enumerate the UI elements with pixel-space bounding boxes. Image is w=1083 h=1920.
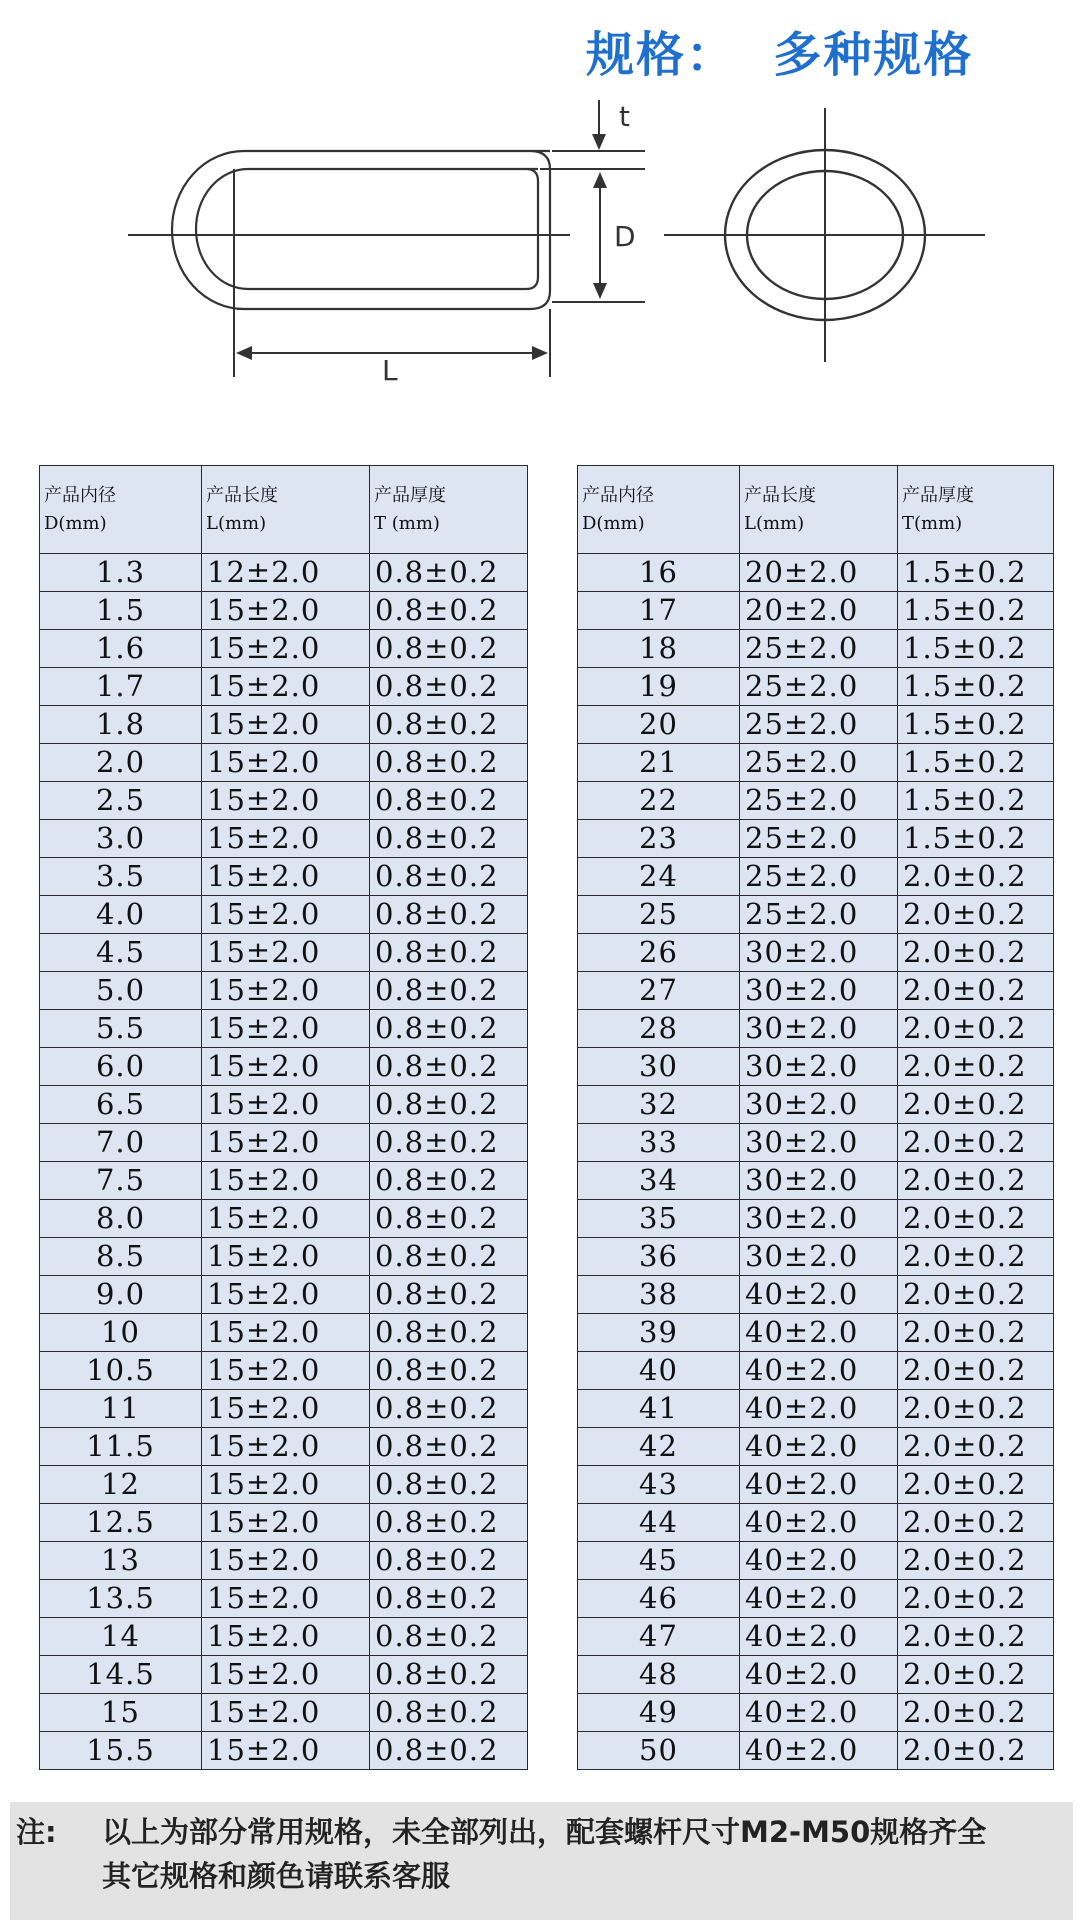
- table-row: [40, 1732, 528, 1770]
- cell-length: 15±2.0: [202, 1048, 370, 1086]
- cell-thickness: 2.0±0.2: [898, 1656, 1054, 1694]
- cell-length: 15±2.0: [202, 1238, 370, 1276]
- cell-length: 30±2.0: [740, 1200, 898, 1238]
- cell-inner-diameter: 1.7: [40, 668, 202, 706]
- spec-table-right: [577, 465, 1054, 1770]
- cell-inner-diameter: 6.5: [40, 1086, 202, 1124]
- cell-inner-diameter: 1.8: [40, 706, 202, 744]
- table-row: [578, 1124, 1054, 1162]
- cell-length: 40±2.0: [740, 1390, 898, 1428]
- table-row: [578, 858, 1054, 896]
- cell-inner-diameter: 38: [578, 1276, 740, 1314]
- table-header-row: [40, 466, 528, 554]
- cell-length: 15±2.0: [202, 668, 370, 706]
- header-length: 产品长度 L(mm): [740, 466, 898, 554]
- cell-length: 15±2.0: [202, 1162, 370, 1200]
- cell-inner-diameter: 16: [578, 554, 740, 592]
- cell-length: 15±2.0: [202, 1732, 370, 1770]
- cell-length: 15±2.0: [202, 1580, 370, 1618]
- cell-inner-diameter: 8.5: [40, 1238, 202, 1276]
- cell-length: 15±2.0: [202, 820, 370, 858]
- cell-inner-diameter: 25: [578, 896, 740, 934]
- cell-thickness: 0.8±0.2: [370, 972, 528, 1010]
- cell-inner-diameter: 30: [578, 1048, 740, 1086]
- cell-thickness: 2.0±0.2: [898, 1390, 1054, 1428]
- table-row: [40, 668, 528, 706]
- table-row: [40, 744, 528, 782]
- cell-length: 15±2.0: [202, 630, 370, 668]
- cell-thickness: 0.8±0.2: [370, 1656, 528, 1694]
- cell-inner-diameter: 35: [578, 1200, 740, 1238]
- cell-length: 15±2.0: [202, 1390, 370, 1428]
- table-row: [40, 1086, 528, 1124]
- cell-thickness: 0.8±0.2: [370, 1428, 528, 1466]
- table-row: [40, 554, 528, 592]
- cell-thickness: 1.5±0.2: [898, 744, 1054, 782]
- cell-length: 30±2.0: [740, 1010, 898, 1048]
- cell-inner-diameter: 45: [578, 1542, 740, 1580]
- cell-thickness: 2.0±0.2: [898, 972, 1054, 1010]
- cell-thickness: 2.0±0.2: [898, 1466, 1054, 1504]
- cell-inner-diameter: 44: [578, 1504, 740, 1542]
- cell-inner-diameter: 13.5: [40, 1580, 202, 1618]
- table-row: [578, 1010, 1054, 1048]
- cell-thickness: 0.8±0.2: [370, 668, 528, 706]
- header-thickness: 产品厚度 T (mm): [370, 466, 528, 554]
- cell-thickness: 0.8±0.2: [370, 630, 528, 668]
- cell-length: 40±2.0: [740, 1352, 898, 1390]
- cell-inner-diameter: 5.5: [40, 1010, 202, 1048]
- label-t: t: [619, 100, 630, 133]
- cell-thickness: 1.5±0.2: [898, 592, 1054, 630]
- cell-thickness: 0.8±0.2: [370, 1238, 528, 1276]
- cell-thickness: 0.8±0.2: [370, 1124, 528, 1162]
- cell-thickness: 0.8±0.2: [370, 1580, 528, 1618]
- table-row: [40, 1466, 528, 1504]
- table-row: [578, 1086, 1054, 1124]
- cell-inner-diameter: 43: [578, 1466, 740, 1504]
- cell-length: 15±2.0: [202, 1124, 370, 1162]
- table-row: [40, 896, 528, 934]
- dimension-diagram: [0, 80, 1083, 410]
- cell-length: 15±2.0: [202, 1352, 370, 1390]
- cell-length: 25±2.0: [740, 896, 898, 934]
- cell-inner-diameter: 4.0: [40, 896, 202, 934]
- header-inner-diameter: 产品内径 D(mm): [578, 466, 740, 554]
- cell-inner-diameter: 7.0: [40, 1124, 202, 1162]
- cell-length: 15±2.0: [202, 858, 370, 896]
- cell-thickness: 0.8±0.2: [370, 592, 528, 630]
- cell-thickness: 0.8±0.2: [370, 896, 528, 934]
- cell-inner-diameter: 6.0: [40, 1048, 202, 1086]
- table-row: [40, 782, 528, 820]
- cell-inner-diameter: 40: [578, 1352, 740, 1390]
- table-row: [578, 1542, 1054, 1580]
- cell-inner-diameter: 47: [578, 1618, 740, 1656]
- cell-thickness: 2.0±0.2: [898, 1238, 1054, 1276]
- cell-inner-diameter: 9.0: [40, 1276, 202, 1314]
- table-row: [40, 1580, 528, 1618]
- cell-thickness: 0.8±0.2: [370, 1086, 528, 1124]
- cell-thickness: 1.5±0.2: [898, 554, 1054, 592]
- cell-inner-diameter: 11: [40, 1390, 202, 1428]
- table-row: [40, 1352, 528, 1390]
- cell-inner-diameter: 3.0: [40, 820, 202, 858]
- cell-thickness: 1.5±0.2: [898, 706, 1054, 744]
- note-line-1: 以上为部分常用规格，未全部列出，配套螺杆尺寸M2-M50规格齐全: [102, 1815, 987, 1849]
- cell-inner-diameter: 48: [578, 1656, 740, 1694]
- cell-length: 15±2.0: [202, 706, 370, 744]
- cell-length: 25±2.0: [740, 630, 898, 668]
- cell-thickness: 0.8±0.2: [370, 1618, 528, 1656]
- cell-thickness: 2.0±0.2: [898, 1352, 1054, 1390]
- table-row: [40, 1010, 528, 1048]
- footnote: [10, 1802, 1073, 1920]
- cell-length: 15±2.0: [202, 1618, 370, 1656]
- cell-length: 30±2.0: [740, 1238, 898, 1276]
- cell-length: 40±2.0: [740, 1694, 898, 1732]
- cell-length: 40±2.0: [740, 1504, 898, 1542]
- table-row: [40, 972, 528, 1010]
- cap-inner-outline: [196, 169, 538, 289]
- cell-thickness: 2.0±0.2: [898, 1276, 1054, 1314]
- cell-thickness: 2.0±0.2: [898, 1086, 1054, 1124]
- cell-thickness: 1.5±0.2: [898, 782, 1054, 820]
- cell-inner-diameter: 24: [578, 858, 740, 896]
- cell-length: 15±2.0: [202, 1200, 370, 1238]
- cell-length: 40±2.0: [740, 1428, 898, 1466]
- cell-length: 40±2.0: [740, 1276, 898, 1314]
- cell-thickness: 2.0±0.2: [898, 1428, 1054, 1466]
- cell-inner-diameter: 19: [578, 668, 740, 706]
- cell-inner-diameter: 14.5: [40, 1656, 202, 1694]
- cell-inner-diameter: 36: [578, 1238, 740, 1276]
- cell-inner-diameter: 18: [578, 630, 740, 668]
- table-row: [578, 1048, 1054, 1086]
- table-row: [578, 1618, 1054, 1656]
- cell-inner-diameter: 2.5: [40, 782, 202, 820]
- cell-length: 15±2.0: [202, 592, 370, 630]
- cell-length: 12±2.0: [202, 554, 370, 592]
- cell-inner-diameter: 10: [40, 1314, 202, 1352]
- cell-inner-diameter: 15: [40, 1694, 202, 1732]
- table-row: [578, 820, 1054, 858]
- cell-thickness: 0.8±0.2: [370, 1010, 528, 1048]
- cell-inner-diameter: 27: [578, 972, 740, 1010]
- table-row: [40, 1542, 528, 1580]
- cell-length: 30±2.0: [740, 972, 898, 1010]
- cell-length: 30±2.0: [740, 1162, 898, 1200]
- cell-thickness: 0.8±0.2: [370, 934, 528, 972]
- cell-inner-diameter: 8.0: [40, 1200, 202, 1238]
- cell-thickness: 1.5±0.2: [898, 820, 1054, 858]
- cell-thickness: 2.0±0.2: [898, 1162, 1054, 1200]
- cell-inner-diameter: 42: [578, 1428, 740, 1466]
- table-row: [578, 1352, 1054, 1390]
- cell-inner-diameter: 13: [40, 1542, 202, 1580]
- table-row: [40, 630, 528, 668]
- table-row: [40, 1162, 528, 1200]
- cell-thickness: 2.0±0.2: [898, 1010, 1054, 1048]
- cell-inner-diameter: 15.5: [40, 1732, 202, 1770]
- cell-inner-diameter: 34: [578, 1162, 740, 1200]
- cell-length: 30±2.0: [740, 1124, 898, 1162]
- cell-thickness: 0.8±0.2: [370, 1048, 528, 1086]
- cell-inner-diameter: 20: [578, 706, 740, 744]
- cell-thickness: 2.0±0.2: [898, 934, 1054, 972]
- cell-length: 25±2.0: [740, 858, 898, 896]
- table-row: [40, 1656, 528, 1694]
- cell-thickness: 2.0±0.2: [898, 1124, 1054, 1162]
- cell-inner-diameter: 17: [578, 592, 740, 630]
- cell-inner-diameter: 21: [578, 744, 740, 782]
- cell-length: 25±2.0: [740, 744, 898, 782]
- table-row: [578, 1580, 1054, 1618]
- cell-thickness: 2.0±0.2: [898, 1542, 1054, 1580]
- cell-inner-diameter: 39: [578, 1314, 740, 1352]
- cell-thickness: 2.0±0.2: [898, 1694, 1054, 1732]
- cell-length: 15±2.0: [202, 1694, 370, 1732]
- cell-inner-diameter: 11.5: [40, 1428, 202, 1466]
- table-row: [40, 1314, 528, 1352]
- cell-thickness: 0.8±0.2: [370, 1200, 528, 1238]
- table-row: [40, 1238, 528, 1276]
- cell-length: 20±2.0: [740, 592, 898, 630]
- cell-length: 25±2.0: [740, 782, 898, 820]
- cell-inner-diameter: 5.0: [40, 972, 202, 1010]
- page-title: 规格： 多种规格: [586, 27, 974, 83]
- table-row: [40, 1124, 528, 1162]
- cell-thickness: 1.5±0.2: [898, 630, 1054, 668]
- cell-inner-diameter: 41: [578, 1390, 740, 1428]
- table-row: [578, 782, 1054, 820]
- cell-length: 15±2.0: [202, 1010, 370, 1048]
- cell-inner-diameter: 10.5: [40, 1352, 202, 1390]
- cell-thickness: 2.0±0.2: [898, 1732, 1054, 1770]
- table-row: [578, 630, 1054, 668]
- spec-table-left: [39, 465, 528, 1770]
- table-row: [40, 1390, 528, 1428]
- table-row: [40, 592, 528, 630]
- table-row: [578, 1162, 1054, 1200]
- cell-thickness: 0.8±0.2: [370, 1352, 528, 1390]
- cell-length: 40±2.0: [740, 1542, 898, 1580]
- table-row: [40, 1694, 528, 1732]
- note-label: 注:: [16, 1815, 57, 1849]
- table-row: [578, 1276, 1054, 1314]
- table-row: [40, 1200, 528, 1238]
- cell-length: 15±2.0: [202, 744, 370, 782]
- cell-inner-diameter: 2.0: [40, 744, 202, 782]
- cell-thickness: 0.8±0.2: [370, 1504, 528, 1542]
- cell-length: 40±2.0: [740, 1732, 898, 1770]
- cell-length: 15±2.0: [202, 782, 370, 820]
- table-row: [578, 1504, 1054, 1542]
- cell-thickness: 0.8±0.2: [370, 1542, 528, 1580]
- table-row: [578, 1732, 1054, 1770]
- cell-inner-diameter: 26: [578, 934, 740, 972]
- header-length: 产品长度 L(mm): [202, 466, 370, 554]
- cell-thickness: 0.8±0.2: [370, 1694, 528, 1732]
- cell-inner-diameter: 12: [40, 1466, 202, 1504]
- cell-length: 25±2.0: [740, 706, 898, 744]
- cell-length: 15±2.0: [202, 896, 370, 934]
- cell-inner-diameter: 12.5: [40, 1504, 202, 1542]
- table-row: [578, 1390, 1054, 1428]
- table-row: [40, 1618, 528, 1656]
- cell-length: 25±2.0: [740, 820, 898, 858]
- cell-length: 15±2.0: [202, 1428, 370, 1466]
- cell-thickness: 2.0±0.2: [898, 858, 1054, 896]
- cell-thickness: 2.0±0.2: [898, 1200, 1054, 1238]
- cell-length: 15±2.0: [202, 1276, 370, 1314]
- cell-thickness: 0.8±0.2: [370, 1276, 528, 1314]
- cell-thickness: 0.8±0.2: [370, 1390, 528, 1428]
- cell-thickness: 0.8±0.2: [370, 1466, 528, 1504]
- cell-inner-diameter: 50: [578, 1732, 740, 1770]
- table-row: [578, 1238, 1054, 1276]
- label-l: L: [382, 354, 398, 387]
- cell-length: 40±2.0: [740, 1314, 898, 1352]
- table-row: [578, 934, 1054, 972]
- cell-thickness: 0.8±0.2: [370, 1162, 528, 1200]
- cell-length: 30±2.0: [740, 1048, 898, 1086]
- cell-thickness: 0.8±0.2: [370, 554, 528, 592]
- note-line-2: 其它规格和颜色请联系客服: [102, 1859, 451, 1893]
- cell-thickness: 0.8±0.2: [370, 1732, 528, 1770]
- table-row: [40, 706, 528, 744]
- table-row: [578, 1428, 1054, 1466]
- cell-length: 40±2.0: [740, 1656, 898, 1694]
- cell-inner-diameter: 1.5: [40, 592, 202, 630]
- table-row: [578, 1656, 1054, 1694]
- header-thickness: 产品厚度 T(mm): [898, 466, 1054, 554]
- cell-thickness: 0.8±0.2: [370, 744, 528, 782]
- header-inner-diameter: 产品内径 D(mm): [40, 466, 202, 554]
- cell-thickness: 2.0±0.2: [898, 1580, 1054, 1618]
- table-row: [578, 896, 1054, 934]
- cell-inner-diameter: 46: [578, 1580, 740, 1618]
- table-row: [578, 744, 1054, 782]
- table-row: [40, 1504, 528, 1542]
- table-row: [40, 820, 528, 858]
- cell-length: 40±2.0: [740, 1466, 898, 1504]
- cell-length: 15±2.0: [202, 934, 370, 972]
- table-row: [578, 706, 1054, 744]
- label-d: D: [614, 220, 636, 253]
- table-row: [40, 1428, 528, 1466]
- cell-length: 15±2.0: [202, 1314, 370, 1352]
- table-row: [578, 1466, 1054, 1504]
- cell-thickness: 2.0±0.2: [898, 1048, 1054, 1086]
- table-row: [578, 668, 1054, 706]
- cell-inner-diameter: 22: [578, 782, 740, 820]
- table-row: [40, 1276, 528, 1314]
- cell-thickness: 0.8±0.2: [370, 820, 528, 858]
- cell-length: 15±2.0: [202, 1504, 370, 1542]
- cell-thickness: 2.0±0.2: [898, 1618, 1054, 1656]
- cell-inner-diameter: 32: [578, 1086, 740, 1124]
- cell-thickness: 0.8±0.2: [370, 782, 528, 820]
- cell-thickness: 2.0±0.2: [898, 896, 1054, 934]
- table-row: [40, 934, 528, 972]
- cell-inner-diameter: 14: [40, 1618, 202, 1656]
- cell-length: 40±2.0: [740, 1618, 898, 1656]
- cell-length: 25±2.0: [740, 668, 898, 706]
- cell-thickness: 2.0±0.2: [898, 1504, 1054, 1542]
- cell-inner-diameter: 49: [578, 1694, 740, 1732]
- cell-inner-diameter: 1.3: [40, 554, 202, 592]
- cell-length: 15±2.0: [202, 1086, 370, 1124]
- table-row: [578, 1694, 1054, 1732]
- cell-inner-diameter: 7.5: [40, 1162, 202, 1200]
- cell-thickness: 0.8±0.2: [370, 706, 528, 744]
- cell-length: 40±2.0: [740, 1580, 898, 1618]
- cell-length: 20±2.0: [740, 554, 898, 592]
- cell-inner-diameter: 28: [578, 1010, 740, 1048]
- table-row: [578, 1200, 1054, 1238]
- table-row: [40, 1048, 528, 1086]
- cell-inner-diameter: 4.5: [40, 934, 202, 972]
- cell-length: 15±2.0: [202, 1542, 370, 1580]
- cell-thickness: 0.8±0.2: [370, 1314, 528, 1352]
- table-header-row: [578, 466, 1054, 554]
- cell-inner-diameter: 23: [578, 820, 740, 858]
- table-row: [578, 1314, 1054, 1352]
- table-row: [578, 592, 1054, 630]
- cell-length: 15±2.0: [202, 972, 370, 1010]
- cell-length: 15±2.0: [202, 1466, 370, 1504]
- cell-length: 15±2.0: [202, 1656, 370, 1694]
- table-row: [578, 972, 1054, 1010]
- cell-inner-diameter: 1.6: [40, 630, 202, 668]
- cell-thickness: 0.8±0.2: [370, 858, 528, 896]
- table-row: [40, 858, 528, 896]
- cell-length: 30±2.0: [740, 1086, 898, 1124]
- cell-inner-diameter: 33: [578, 1124, 740, 1162]
- cell-inner-diameter: 3.5: [40, 858, 202, 896]
- cell-length: 30±2.0: [740, 934, 898, 972]
- cell-thickness: 2.0±0.2: [898, 1314, 1054, 1352]
- cell-thickness: 1.5±0.2: [898, 668, 1054, 706]
- table-row: [578, 554, 1054, 592]
